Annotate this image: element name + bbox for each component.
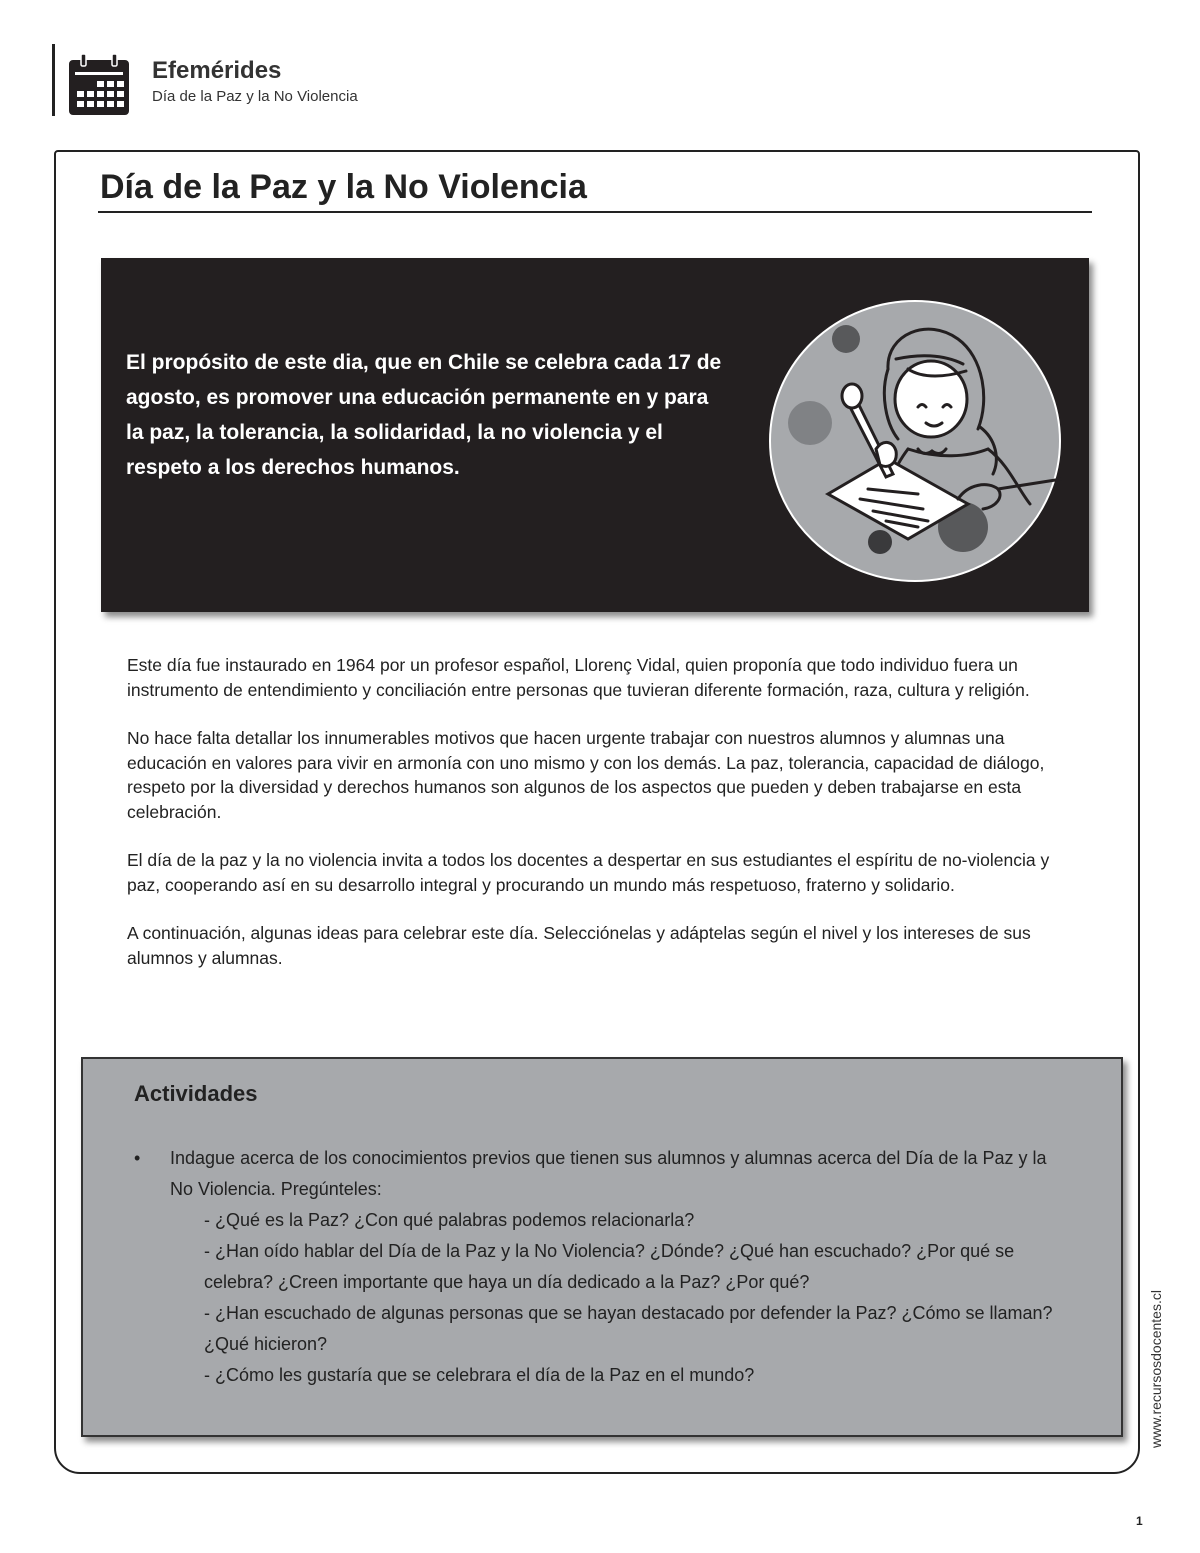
page-title: Día de la Paz y la No Violencia <box>100 168 587 206</box>
question: - ¿Han oído hablar del Día de la Paz y la No Violencia? ¿Dónde? ¿Qué han escuchado? ¿Por qué se celebra? ¿Creen importante que haya un día dedicado a la Paz? ¿Por qué? <box>204 1241 1015 1292</box>
bullet-icon: • <box>134 1148 141 1168</box>
paragraph: No hace falta detallar los innumerables motivos que hacen urgente trabajar con nuestros alumnos y alumnas una educación en valores para vivir en armonía con uno mismo y con los demás. La paz, tolerancia, capacidad de diálogo, respeto por la diversidad y derechos humanos son algunos de los aspectos que pueden y deben trabajarse en esta celebración. <box>127 728 1045 822</box>
question: - ¿Cómo les gustaría que se celebrara el día de la Paz en el mundo? <box>204 1365 755 1385</box>
header-divider <box>52 44 55 116</box>
header-subtitle: Día de la Paz y la No Violencia <box>152 88 358 105</box>
page-number: 1 <box>1136 1514 1143 1528</box>
website-url: www.recursosdocentes.cl <box>1148 1290 1164 1448</box>
hero-text: El propósito de este dia, que en Chile se celebra cada 17 de agosto, es promover una educación permanente en y para la paz, la tolerancia, la solidaridad, la no violencia y el respeto a los derechos humanos. <box>126 351 722 479</box>
list-item <box>134 1143 1074 1391</box>
activities-list <box>134 1143 1074 1391</box>
activity-text: Indague acerca de los conocimientos previos que tienen sus alumnos y alumnas acerca del Día de la Paz y la No Violencia. Pregúnteles: <box>170 1148 1047 1199</box>
calendar-icon <box>68 54 130 116</box>
paragraph: A continuación, algunas ideas para celebrar este día. Selecciónelas y adáptelas según el nivel y los intereses de sus alumnos y alumnas. <box>127 923 1031 968</box>
title-underline <box>98 211 1092 213</box>
activities-heading: Actividades <box>134 1081 258 1106</box>
paragraph: El día de la paz y la no violencia invita a todos los docentes a despertar en sus estudiantes el espíritu de no-violencia y paz, cooperando así en su desarrollo integral y procurando un mundo más respetuoso, fraterno y solidario. <box>127 850 1050 895</box>
question: - ¿Han escuchado de algunas personas que se hayan destacado por defender la Paz? ¿Cómo se llaman? ¿Qué hicieron? <box>204 1303 1053 1354</box>
question: - ¿Qué es la Paz? ¿Con qué palabras podemos relacionarla? <box>204 1210 695 1230</box>
body-text <box>127 653 1067 994</box>
hero-banner <box>101 258 1089 612</box>
girl-writing-illustration <box>768 299 1062 583</box>
header-title: Efemérides <box>152 57 282 84</box>
paragraph: Este día fue instaurado en 1964 por un profesor español, Llorenç Vidal, quien proponía que todo individuo fuera un instrumento de entendimiento y conciliación entre personas que tuvieran diferente formación, raza, cultura y religión. <box>127 655 1030 700</box>
activities-box <box>81 1057 1123 1437</box>
